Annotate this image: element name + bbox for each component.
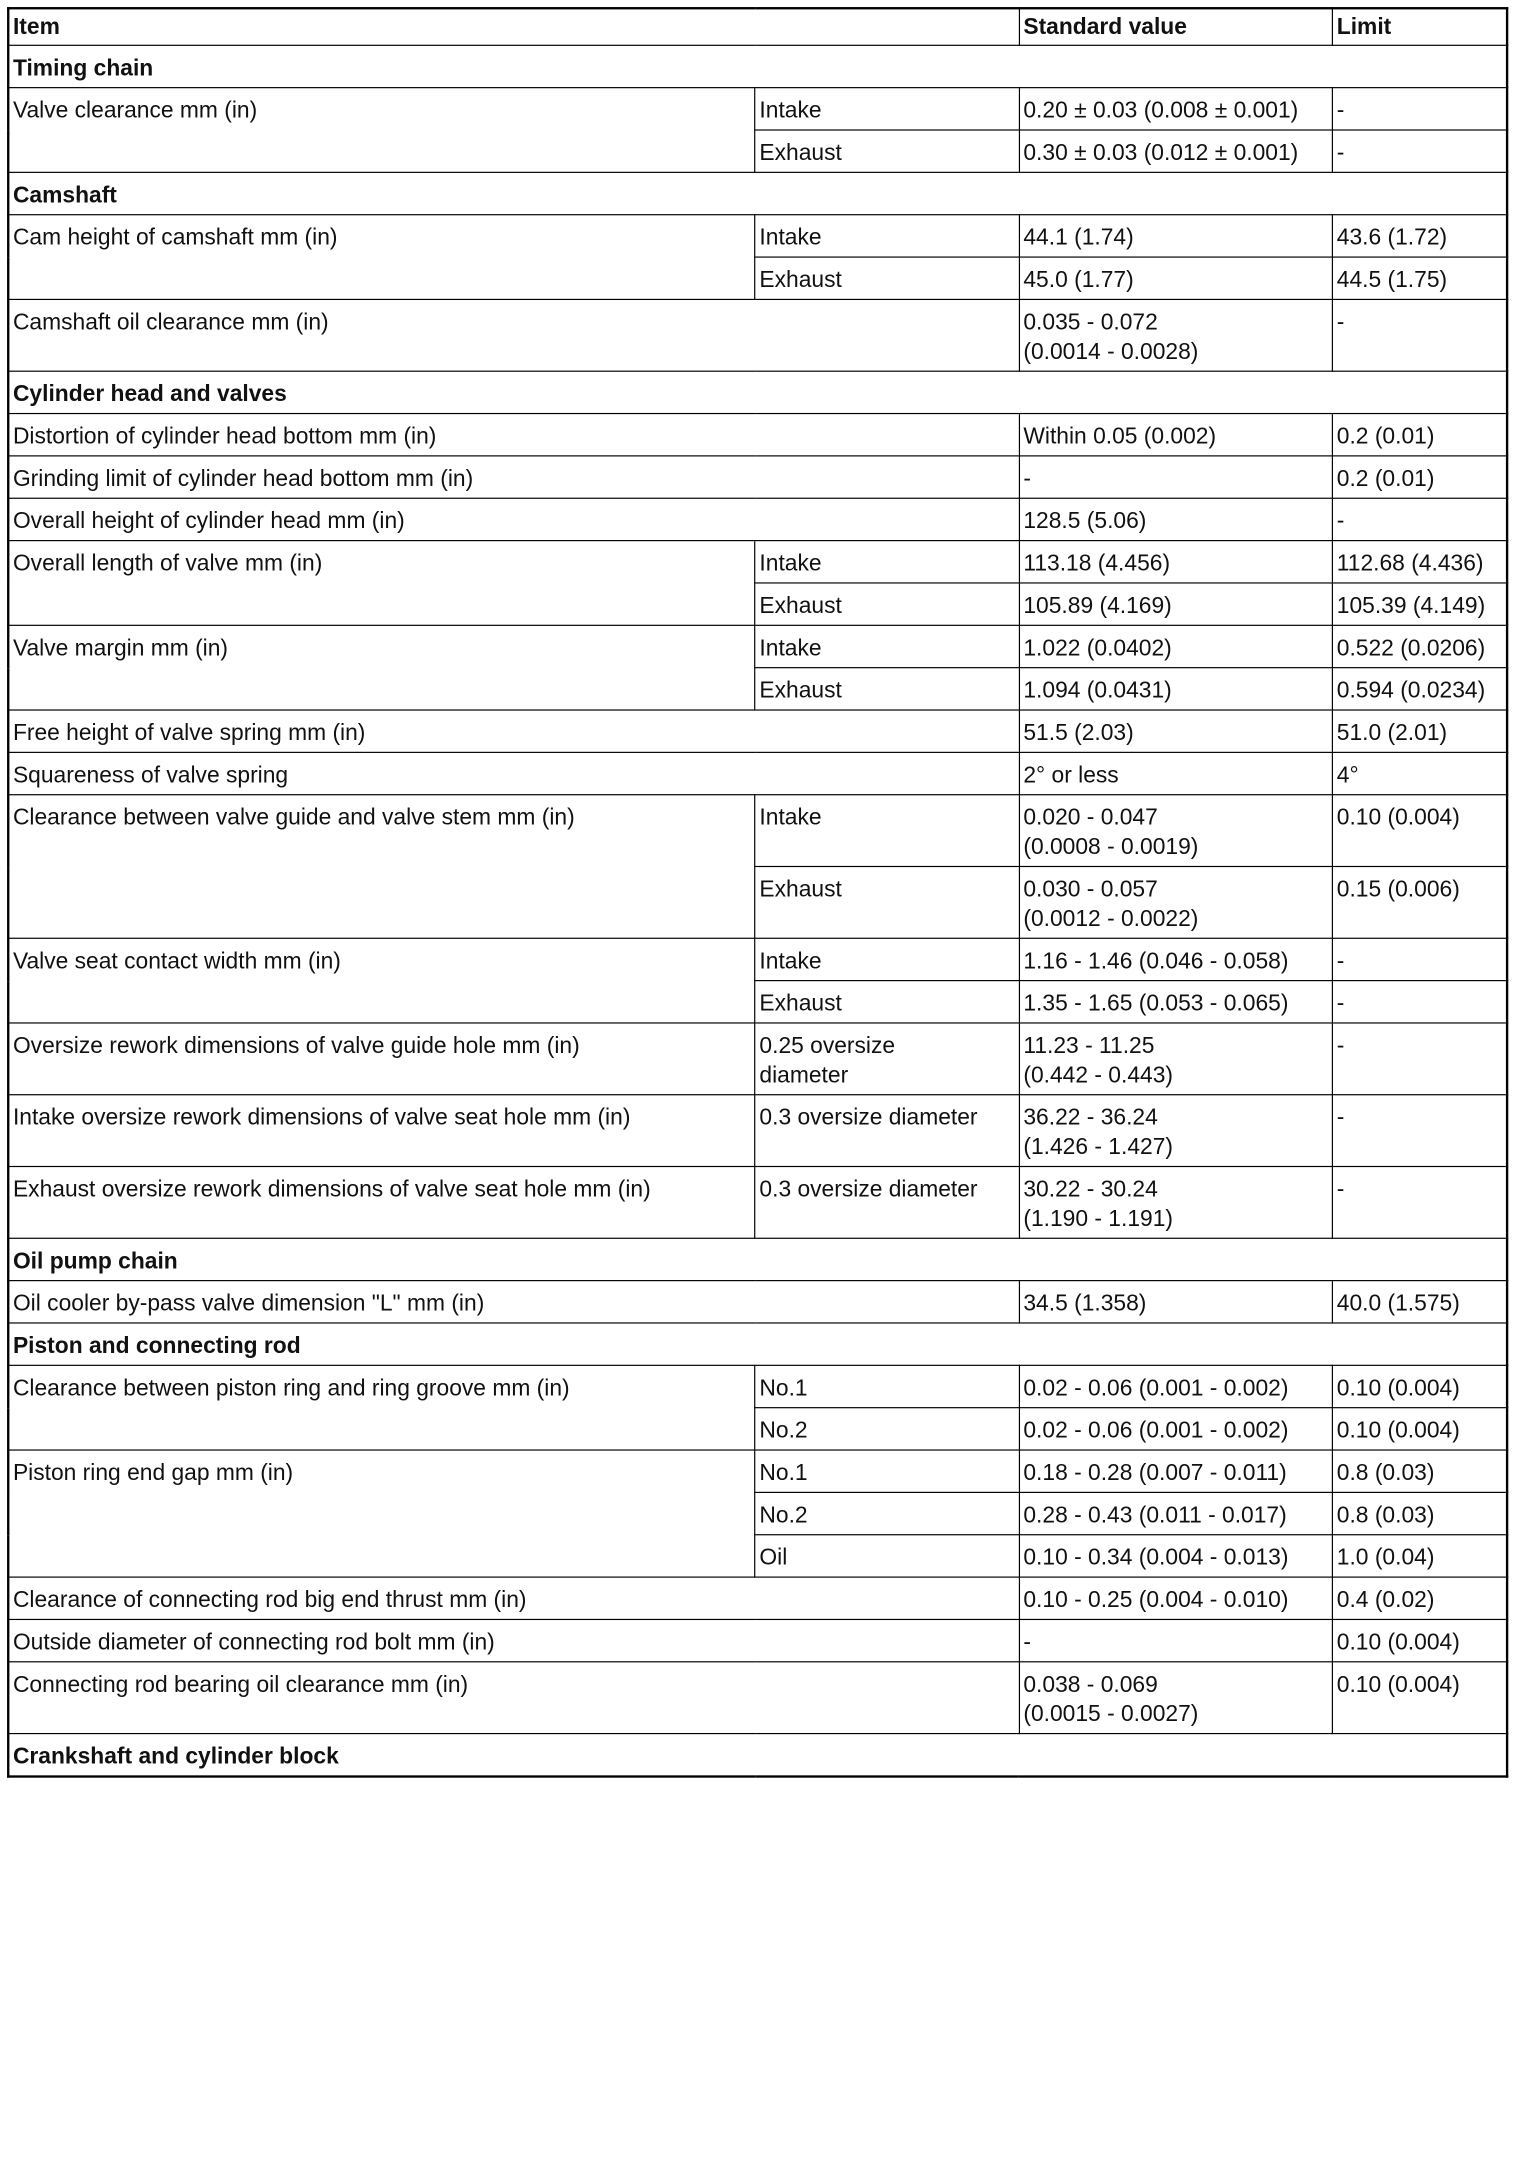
standard-value xyxy=(1019,1023,1332,1095)
value-line: (0.0015 - 0.0027) xyxy=(1023,1701,1199,1728)
section-row-crankshaft xyxy=(8,1734,1507,1777)
item-label: Distortion of cylinder head bottom mm (in) xyxy=(8,414,1019,456)
limit-value: 0.10 (0.004) xyxy=(1333,1408,1507,1450)
limit-value: 0.594 (0.0234) xyxy=(1333,668,1507,710)
standard-value: 0.02 - 0.06 (0.001 - 0.002) xyxy=(1019,1365,1332,1407)
table-row xyxy=(8,1365,1507,1407)
item-label: Valve seat contact width mm (in) xyxy=(8,938,755,1023)
item-label: Clearance between piston ring and ring groove mm (in) xyxy=(8,1365,755,1450)
table-row xyxy=(8,1619,1507,1661)
sub-label: No.2 xyxy=(755,1492,1019,1534)
sub-label: Exhaust xyxy=(755,866,1019,938)
value-line: 0.038 - 0.069 xyxy=(1023,1671,1158,1698)
table-row xyxy=(8,498,1507,540)
table-row xyxy=(8,710,1507,752)
standard-value: - xyxy=(1019,1619,1332,1661)
table-row xyxy=(8,414,1507,456)
sub-label: Intake xyxy=(755,625,1019,667)
value-line: (0.442 - 0.443) xyxy=(1023,1062,1174,1089)
sub-label: Intake xyxy=(755,795,1019,867)
column-header-item: Item xyxy=(8,8,1019,45)
limit-value: 0.10 (0.004) xyxy=(1333,1662,1507,1734)
column-header-standard-value: Standard value xyxy=(1019,8,1332,45)
sub-label: Intake xyxy=(755,215,1019,257)
limit-value: 0.10 (0.004) xyxy=(1333,795,1507,867)
standard-value: 2° or less xyxy=(1019,752,1332,794)
sub-label xyxy=(755,1023,1019,1095)
section-row-camshaft xyxy=(8,172,1507,214)
table-row xyxy=(8,795,1507,867)
standard-value: 0.10 - 0.34 (0.004 - 0.013) xyxy=(1019,1535,1332,1577)
limit-value: 0.522 (0.0206) xyxy=(1333,625,1507,667)
limit-value: 44.5 (1.75) xyxy=(1333,257,1507,299)
table-row xyxy=(8,541,1507,583)
limit-value: 0.4 (0.02) xyxy=(1333,1577,1507,1619)
limit-value: 0.8 (0.03) xyxy=(1333,1450,1507,1492)
limit-value: 112.68 (4.436) xyxy=(1333,541,1507,583)
standard-value: 45.0 (1.77) xyxy=(1019,257,1332,299)
value-line: 0.030 - 0.057 xyxy=(1023,876,1158,903)
limit-value: 105.39 (4.149) xyxy=(1333,583,1507,625)
limit-value: - xyxy=(1333,938,1507,980)
item-label: Valve margin mm (in) xyxy=(8,625,755,710)
standard-value xyxy=(1019,299,1332,371)
item-label: Overall length of valve mm (in) xyxy=(8,541,755,626)
standard-value: 51.5 (2.03) xyxy=(1019,710,1332,752)
item-label: Grinding limit of cylinder head bottom mm (in) xyxy=(8,456,1019,498)
limit-value: - xyxy=(1333,1023,1507,1095)
limit-value: 43.6 (1.72) xyxy=(1333,215,1507,257)
standard-value: 0.30 ± 0.03 (0.012 ± 0.001) xyxy=(1019,130,1332,172)
limit-value: 40.0 (1.575) xyxy=(1333,1281,1507,1323)
limit-value: 4° xyxy=(1333,752,1507,794)
standard-value: - xyxy=(1019,456,1332,498)
standard-value: 44.1 (1.74) xyxy=(1019,215,1332,257)
limit-value: 1.0 (0.04) xyxy=(1333,1535,1507,1577)
standard-value: 0.02 - 0.06 (0.001 - 0.002) xyxy=(1019,1408,1332,1450)
sub-label: 0.3 oversize diameter xyxy=(755,1095,1019,1167)
section-title: Timing chain xyxy=(8,45,1507,87)
sub-label: Intake xyxy=(755,938,1019,980)
value-line: (1.426 - 1.427) xyxy=(1023,1134,1174,1161)
section-title: Cylinder head and valves xyxy=(8,371,1507,413)
table-header-row xyxy=(8,8,1507,45)
column-header-limit: Limit xyxy=(1333,8,1507,45)
limit-value: 0.15 (0.006) xyxy=(1333,866,1507,938)
standard-value xyxy=(1019,795,1332,867)
sub-label: Exhaust xyxy=(755,583,1019,625)
item-label: Cam height of camshaft mm (in) xyxy=(8,215,755,300)
table-row xyxy=(8,625,1507,667)
standard-value: 1.35 - 1.65 (0.053 - 0.065) xyxy=(1019,981,1332,1023)
sub-label: No.1 xyxy=(755,1365,1019,1407)
item-label: Outside diameter of connecting rod bolt mm (in) xyxy=(8,1619,1019,1661)
table-row xyxy=(8,938,1507,980)
value-line: 0.25 oversize xyxy=(759,1032,896,1059)
standard-value: 34.5 (1.358) xyxy=(1019,1281,1332,1323)
standard-value: 0.28 - 0.43 (0.011 - 0.017) xyxy=(1019,1492,1332,1534)
limit-value: 51.0 (2.01) xyxy=(1333,710,1507,752)
item-label: Exhaust oversize rework dimensions of valve seat hole mm (in) xyxy=(8,1166,755,1238)
item-label: Overall height of cylinder head mm (in) xyxy=(8,498,1019,540)
standard-value: 105.89 (4.169) xyxy=(1019,583,1332,625)
section-title: Camshaft xyxy=(8,172,1507,214)
limit-value: - xyxy=(1333,299,1507,371)
standard-value: 0.18 - 0.28 (0.007 - 0.011) xyxy=(1019,1450,1332,1492)
standard-value: 0.10 - 0.25 (0.004 - 0.010) xyxy=(1019,1577,1332,1619)
section-row-timing-chain xyxy=(8,45,1507,87)
section-title: Piston and connecting rod xyxy=(8,1323,1507,1365)
standard-value: 0.20 ± 0.03 (0.008 ± 0.001) xyxy=(1019,88,1332,130)
standard-value: 113.18 (4.456) xyxy=(1019,541,1332,583)
value-line: (0.0012 - 0.0022) xyxy=(1023,905,1199,932)
item-label: Oversize rework dimensions of valve guide hole mm (in) xyxy=(8,1023,755,1095)
table-row xyxy=(8,1023,1507,1095)
table-row xyxy=(8,752,1507,794)
item-label: Clearance of connecting rod big end thrust mm (in) xyxy=(8,1577,1019,1619)
sub-label: No.1 xyxy=(755,1450,1019,1492)
limit-value: - xyxy=(1333,1095,1507,1167)
standard-value xyxy=(1019,866,1332,938)
service-spec-table xyxy=(7,7,1508,1778)
section-title: Oil pump chain xyxy=(8,1238,1507,1280)
sub-label: Intake xyxy=(755,541,1019,583)
value-line: 11.23 - 11.25 xyxy=(1023,1032,1155,1059)
item-label: Camshaft oil clearance mm (in) xyxy=(8,299,1019,371)
table-row xyxy=(8,1450,1507,1492)
standard-value xyxy=(1019,1095,1332,1167)
item-label: Piston ring end gap mm (in) xyxy=(8,1450,755,1577)
standard-value: Within 0.05 (0.002) xyxy=(1019,414,1332,456)
limit-value: 0.2 (0.01) xyxy=(1333,456,1507,498)
sub-label: Intake xyxy=(755,88,1019,130)
item-label: Squareness of valve spring xyxy=(8,752,1019,794)
limit-value: - xyxy=(1333,130,1507,172)
standard-value xyxy=(1019,1662,1332,1734)
table-row xyxy=(8,456,1507,498)
table-row xyxy=(8,299,1507,371)
limit-value: 0.2 (0.01) xyxy=(1333,414,1507,456)
value-line: 36.22 - 36.24 xyxy=(1023,1104,1158,1131)
sub-label: No.2 xyxy=(755,1408,1019,1450)
table-row xyxy=(8,1662,1507,1734)
sub-label: Exhaust xyxy=(755,130,1019,172)
section-row-piston xyxy=(8,1323,1507,1365)
table-row xyxy=(8,215,1507,257)
sub-label: 0.3 oversize diameter xyxy=(755,1166,1019,1238)
table-row xyxy=(8,88,1507,130)
table-row xyxy=(8,1095,1507,1167)
standard-value: 1.022 (0.0402) xyxy=(1019,625,1332,667)
item-label: Intake oversize rework dimensions of valve seat hole mm (in) xyxy=(8,1095,755,1167)
sub-label: Oil xyxy=(755,1535,1019,1577)
item-label: Connecting rod bearing oil clearance mm (in) xyxy=(8,1662,1019,1734)
sub-label: Exhaust xyxy=(755,981,1019,1023)
table-row xyxy=(8,1281,1507,1323)
value-line: (0.0014 - 0.0028) xyxy=(1023,338,1199,365)
value-line: (0.0008 - 0.0019) xyxy=(1023,834,1199,861)
value-line: 0.035 - 0.072 xyxy=(1023,309,1158,336)
item-label: Oil cooler by-pass valve dimension "L" mm (in) xyxy=(8,1281,1019,1323)
section-row-oil-pump-chain xyxy=(8,1238,1507,1280)
item-label: Valve clearance mm (in) xyxy=(8,88,755,173)
section-title: Crankshaft and cylinder block xyxy=(8,1734,1507,1777)
value-line: 0.020 - 0.047 xyxy=(1023,804,1158,831)
limit-value: - xyxy=(1333,981,1507,1023)
standard-value xyxy=(1019,1166,1332,1238)
limit-value: 0.8 (0.03) xyxy=(1333,1492,1507,1534)
value-line: diameter xyxy=(759,1062,849,1089)
limit-value: 0.10 (0.004) xyxy=(1333,1365,1507,1407)
limit-value: 0.10 (0.004) xyxy=(1333,1619,1507,1661)
item-label: Clearance between valve guide and valve stem mm (in) xyxy=(8,795,755,939)
item-label: Free height of valve spring mm (in) xyxy=(8,710,1019,752)
sub-label: Exhaust xyxy=(755,668,1019,710)
standard-value: 1.094 (0.0431) xyxy=(1019,668,1332,710)
limit-value: - xyxy=(1333,88,1507,130)
table-row xyxy=(8,1166,1507,1238)
value-line: 30.22 - 30.24 xyxy=(1023,1176,1158,1203)
value-line: (1.190 - 1.191) xyxy=(1023,1205,1174,1232)
table-row xyxy=(8,1577,1507,1619)
standard-value: 128.5 (5.06) xyxy=(1019,498,1332,540)
limit-value: - xyxy=(1333,498,1507,540)
sub-label: Exhaust xyxy=(755,257,1019,299)
standard-value: 1.16 - 1.46 (0.046 - 0.058) xyxy=(1019,938,1332,980)
section-row-cylinder-head xyxy=(8,371,1507,413)
limit-value: - xyxy=(1333,1166,1507,1238)
